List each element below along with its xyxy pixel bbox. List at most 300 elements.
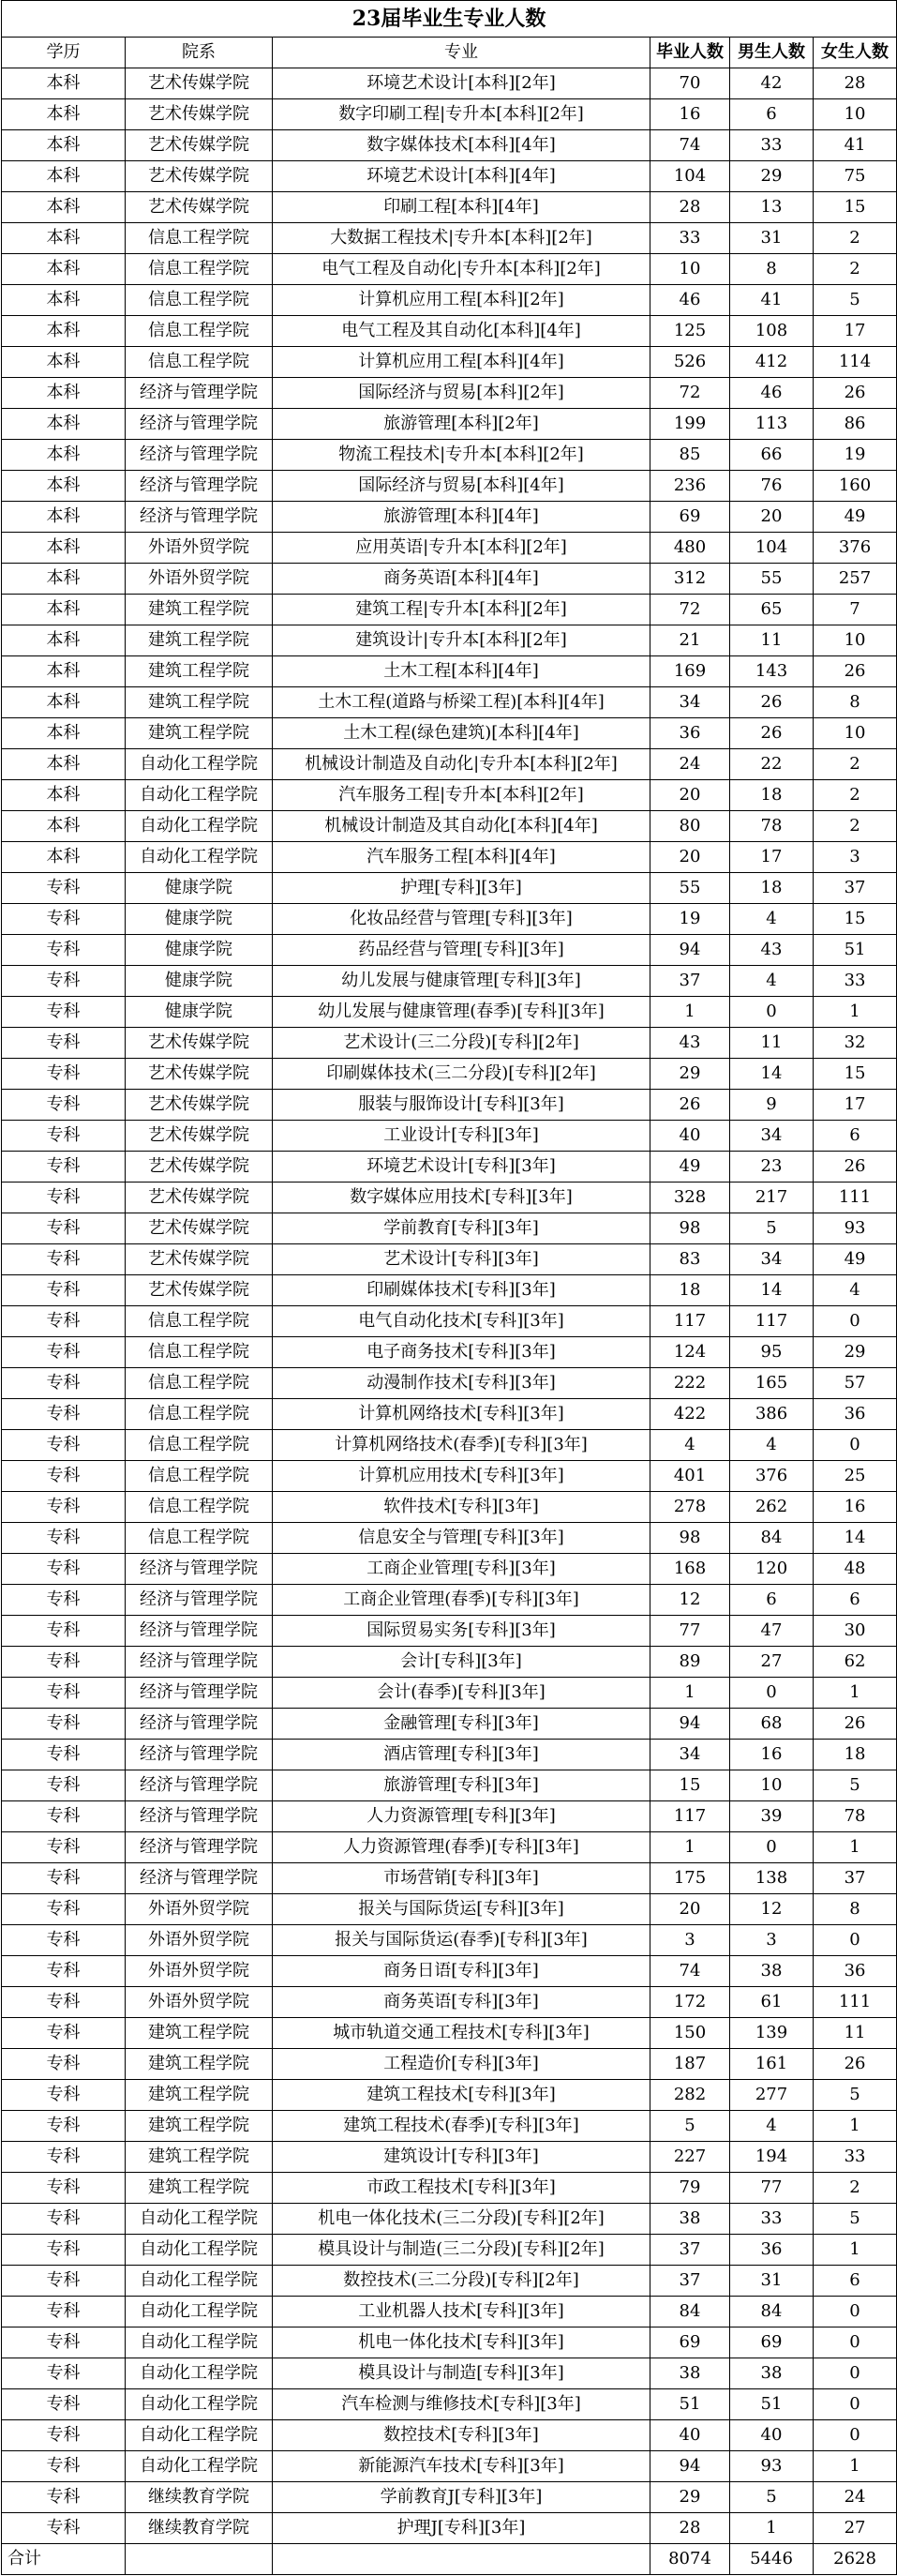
female-cell: 24 [814, 2482, 897, 2513]
male-cell: 47 [730, 1616, 814, 1647]
major-cell: 印刷工程[本科][4年] [273, 192, 650, 223]
department-cell: 自动化工程学院 [126, 2358, 273, 2389]
education-cell: 本科 [2, 440, 126, 471]
male-cell: 139 [730, 2018, 814, 2049]
graduates-cell: 401 [650, 1461, 730, 1492]
graduates-cell: 169 [650, 656, 730, 687]
header-department: 院系 [126, 38, 273, 68]
major-cell: 会计[专科][3年] [273, 1647, 650, 1678]
table-row [2, 656, 897, 687]
male-cell: 4 [730, 1430, 814, 1461]
female-cell: 1 [814, 2451, 897, 2482]
graduates-cell: 20 [650, 1894, 730, 1925]
major-cell: 电子商务技术[专科][3年] [273, 1337, 650, 1368]
education-cell: 专科 [2, 2358, 126, 2389]
table-row [2, 873, 897, 904]
department-cell: 自动化工程学院 [126, 749, 273, 780]
education-cell: 本科 [2, 316, 126, 347]
education-cell: 专科 [2, 2451, 126, 2482]
male-cell: 11 [730, 625, 814, 656]
graduates-cell: 12 [650, 1585, 730, 1616]
education-cell: 本科 [2, 502, 126, 533]
table-row [2, 1368, 897, 1399]
graduates-cell: 312 [650, 564, 730, 595]
education-cell: 专科 [2, 1059, 126, 1090]
education-cell: 专科 [2, 935, 126, 966]
male-cell: 23 [730, 1152, 814, 1183]
graduates-cell: 98 [650, 1213, 730, 1244]
male-cell: 143 [730, 656, 814, 687]
graduates-cell: 1 [650, 1678, 730, 1709]
department-cell: 信息工程学院 [126, 1523, 273, 1554]
female-cell: 48 [814, 1554, 897, 1585]
male-cell: 29 [730, 161, 814, 192]
male-cell: 108 [730, 316, 814, 347]
male-cell: 55 [730, 564, 814, 595]
table-row [2, 2451, 897, 2482]
male-cell: 117 [730, 1306, 814, 1337]
department-cell: 信息工程学院 [126, 1492, 273, 1523]
graduates-cell: 51 [650, 2389, 730, 2420]
graduates-cell: 282 [650, 2080, 730, 2111]
table-row [2, 1894, 897, 1925]
department-cell: 健康学院 [126, 997, 273, 1028]
male-cell: 120 [730, 1554, 814, 1585]
male-cell: 33 [730, 130, 814, 161]
table-row [2, 1121, 897, 1152]
major-cell: 酒店管理[专科][3年] [273, 1740, 650, 1770]
female-cell: 26 [814, 378, 897, 409]
table-row [2, 1554, 897, 1585]
major-cell: 数字媒体技术[本科][4年] [273, 130, 650, 161]
education-cell: 本科 [2, 533, 126, 564]
male-cell: 1 [730, 2513, 814, 2544]
graduates-cell: 526 [650, 347, 730, 378]
department-cell: 外语外贸学院 [126, 1925, 273, 1956]
male-cell: 31 [730, 2266, 814, 2297]
graduates-cell: 21 [650, 625, 730, 656]
major-cell: 印刷媒体技术(三二分段)[专科][2年] [273, 1059, 650, 1090]
department-cell: 经济与管理学院 [126, 1647, 273, 1678]
education-cell: 专科 [2, 1709, 126, 1740]
department-cell: 外语外贸学院 [126, 533, 273, 564]
education-cell: 专科 [2, 2204, 126, 2235]
female-cell: 7 [814, 595, 897, 625]
table-row [2, 2358, 897, 2389]
table-row [2, 471, 897, 502]
department-cell: 自动化工程学院 [126, 2327, 273, 2358]
graduates-cell: 98 [650, 1523, 730, 1554]
department-cell: 经济与管理学院 [126, 1678, 273, 1709]
male-cell: 69 [730, 2327, 814, 2358]
department-cell: 自动化工程学院 [126, 2266, 273, 2297]
table-row [2, 1987, 897, 2018]
male-cell: 161 [730, 2049, 814, 2080]
major-cell: 国际贸易实务[专科][3年] [273, 1616, 650, 1647]
table-row [2, 687, 897, 718]
education-cell: 专科 [2, 1678, 126, 1709]
major-cell: 计算机应用工程[本科][4年] [273, 347, 650, 378]
male-cell: 6 [730, 99, 814, 130]
major-cell: 动漫制作技术[专科][3年] [273, 1368, 650, 1399]
graduates-cell: 104 [650, 161, 730, 192]
education-cell: 专科 [2, 2049, 126, 2080]
department-cell: 建筑工程学院 [126, 656, 273, 687]
female-cell: 114 [814, 347, 897, 378]
major-cell: 护理[专科][3年] [273, 873, 650, 904]
major-cell: 计算机应用技术[专科][3年] [273, 1461, 650, 1492]
graduates-cell: 74 [650, 130, 730, 161]
department-cell: 经济与管理学院 [126, 1709, 273, 1740]
education-cell: 专科 [2, 2173, 126, 2204]
female-cell: 19 [814, 440, 897, 471]
major-cell: 汽车服务工程[本科][4年] [273, 842, 650, 873]
major-cell: 商务英语[专科][3年] [273, 1987, 650, 2018]
male-cell: 26 [730, 718, 814, 749]
major-cell: 电气自动化技术[专科][3年] [273, 1306, 650, 1337]
department-cell: 信息工程学院 [126, 316, 273, 347]
female-cell: 75 [814, 161, 897, 192]
table-row [2, 440, 897, 471]
major-cell: 建筑设计|专升本[本科][2年] [273, 625, 650, 656]
female-cell: 29 [814, 1337, 897, 1368]
table-row [2, 564, 897, 595]
education-cell: 专科 [2, 1492, 126, 1523]
major-cell: 工商企业管理(春季)[专科][3年] [273, 1585, 650, 1616]
major-cell: 建筑工程|专升本[本科][2年] [273, 595, 650, 625]
department-cell: 信息工程学院 [126, 285, 273, 316]
education-cell: 专科 [2, 1925, 126, 1956]
major-cell: 大数据工程技术|专升本[本科][2年] [273, 223, 650, 254]
department-cell: 建筑工程学院 [126, 2111, 273, 2142]
graduates-cell: 37 [650, 2235, 730, 2266]
education-cell: 专科 [2, 2235, 126, 2266]
table-row [2, 1801, 897, 1832]
education-cell: 本科 [2, 595, 126, 625]
graduates-cell: 16 [650, 99, 730, 130]
graduate-table [1, 0, 897, 2575]
graduates-cell: 34 [650, 1740, 730, 1770]
female-cell: 160 [814, 471, 897, 502]
female-cell: 0 [814, 2420, 897, 2451]
male-cell: 33 [730, 2204, 814, 2235]
female-cell: 28 [814, 68, 897, 99]
male-cell: 16 [730, 1740, 814, 1770]
male-cell: 11 [730, 1028, 814, 1059]
major-cell: 电气工程及自动化|专升本[本科][2年] [273, 254, 650, 285]
department-cell: 自动化工程学院 [126, 2420, 273, 2451]
education-cell: 本科 [2, 68, 126, 99]
education-cell: 专科 [2, 904, 126, 935]
male-cell: 84 [730, 2297, 814, 2327]
education-cell: 专科 [2, 2018, 126, 2049]
education-cell: 专科 [2, 1090, 126, 1121]
table-row [2, 2482, 897, 2513]
female-cell: 2 [814, 811, 897, 842]
department-cell: 建筑工程学院 [126, 2080, 273, 2111]
female-cell: 11 [814, 2018, 897, 2049]
education-cell: 专科 [2, 2080, 126, 2111]
graduates-cell: 19 [650, 904, 730, 935]
table-row [2, 811, 897, 842]
graduates-cell: 10 [650, 254, 730, 285]
graduates-cell: 29 [650, 2482, 730, 2513]
education-cell: 专科 [2, 1863, 126, 1894]
table-row [2, 1678, 897, 1709]
graduates-cell: 168 [650, 1554, 730, 1585]
department-cell: 继续教育学院 [126, 2513, 273, 2544]
graduates-cell: 84 [650, 2297, 730, 2327]
table-row [2, 718, 897, 749]
table-row [2, 1523, 897, 1554]
department-cell: 经济与管理学院 [126, 471, 273, 502]
male-cell: 68 [730, 1709, 814, 1740]
female-cell: 15 [814, 904, 897, 935]
department-cell: 自动化工程学院 [126, 2204, 273, 2235]
education-cell: 专科 [2, 1213, 126, 1244]
major-cell: 汽车检测与维修技术[专科][3年] [273, 2389, 650, 2420]
male-cell: 12 [730, 1894, 814, 1925]
education-cell: 专科 [2, 1183, 126, 1213]
major-cell: 旅游管理[专科][3年] [273, 1770, 650, 1801]
graduates-cell: 72 [650, 595, 730, 625]
graduates-cell: 175 [650, 1863, 730, 1894]
department-cell: 艺术传媒学院 [126, 1059, 273, 1090]
table-row [2, 2420, 897, 2451]
female-cell: 86 [814, 409, 897, 440]
department-cell: 艺术传媒学院 [126, 68, 273, 99]
education-cell: 专科 [2, 1647, 126, 1678]
graduates-cell: 40 [650, 1121, 730, 1152]
male-cell: 376 [730, 1461, 814, 1492]
major-cell: 软件技术[专科][3年] [273, 1492, 650, 1523]
male-cell: 3 [730, 1925, 814, 1956]
graduates-cell: 55 [650, 873, 730, 904]
female-cell: 0 [814, 2327, 897, 2358]
graduates-cell: 77 [650, 1616, 730, 1647]
female-cell: 3 [814, 842, 897, 873]
table-row [2, 780, 897, 811]
major-cell: 国际经济与贸易[本科][4年] [273, 471, 650, 502]
education-cell: 本科 [2, 780, 126, 811]
education-cell: 专科 [2, 1306, 126, 1337]
table-row [2, 1059, 897, 1090]
graduates-cell: 38 [650, 2358, 730, 2389]
major-cell: 市场营销[专科][3年] [273, 1863, 650, 1894]
education-cell: 本科 [2, 625, 126, 656]
education-cell: 专科 [2, 1121, 126, 1152]
department-cell: 艺术传媒学院 [126, 1183, 273, 1213]
department-cell: 艺术传媒学院 [126, 1090, 273, 1121]
male-cell: 5 [730, 2482, 814, 2513]
major-cell: 城市轨道交通工程技术[专科][3年] [273, 2018, 650, 2049]
department-cell: 健康学院 [126, 966, 273, 997]
major-cell: 汽车服务工程|专升本[本科][2年] [273, 780, 650, 811]
female-cell: 41 [814, 130, 897, 161]
header-female: 女生人数 [814, 38, 897, 68]
male-cell: 0 [730, 1832, 814, 1863]
department-cell: 自动化工程学院 [126, 780, 273, 811]
education-cell: 专科 [2, 1987, 126, 2018]
major-cell: 建筑设计[专科][3年] [273, 2142, 650, 2173]
female-cell: 18 [814, 1740, 897, 1770]
graduates-cell: 33 [650, 223, 730, 254]
education-cell: 本科 [2, 842, 126, 873]
major-cell: 学前教育[专科][3年] [273, 1213, 650, 1244]
female-cell: 1 [814, 1832, 897, 1863]
department-cell: 经济与管理学院 [126, 502, 273, 533]
major-cell: 报关与国际货运(春季)[专科][3年] [273, 1925, 650, 1956]
female-cell: 4 [814, 1275, 897, 1306]
table-row [2, 1337, 897, 1368]
table-row [2, 2080, 897, 2111]
department-cell: 建筑工程学院 [126, 687, 273, 718]
major-cell: 商务英语[本科][4年] [273, 564, 650, 595]
table-row [2, 1709, 897, 1740]
graduates-cell: 43 [650, 1028, 730, 1059]
table-title: 23届毕业生专业人数 [2, 1, 897, 38]
table-row [2, 2173, 897, 2204]
male-cell: 66 [730, 440, 814, 471]
graduates-cell: 28 [650, 2513, 730, 2544]
table-row [2, 997, 897, 1028]
female-cell: 111 [814, 1987, 897, 2018]
department-cell: 艺术传媒学院 [126, 192, 273, 223]
major-cell: 新能源汽车技术[专科][3年] [273, 2451, 650, 2482]
female-cell: 37 [814, 873, 897, 904]
graduates-cell: 124 [650, 1337, 730, 1368]
table-row [2, 68, 897, 99]
table-row [2, 1740, 897, 1770]
department-cell: 自动化工程学院 [126, 842, 273, 873]
major-cell: 工业设计[专科][3年] [273, 1121, 650, 1152]
table-row [2, 254, 897, 285]
male-cell: 13 [730, 192, 814, 223]
table-row [2, 533, 897, 564]
female-cell: 57 [814, 1368, 897, 1399]
department-cell: 自动化工程学院 [126, 2297, 273, 2327]
male-cell: 61 [730, 1987, 814, 2018]
education-cell: 专科 [2, 1956, 126, 1987]
table-row [2, 1770, 897, 1801]
header-male: 男生人数 [730, 38, 814, 68]
department-cell: 艺术传媒学院 [126, 1213, 273, 1244]
major-cell: 市政工程技术[专科][3年] [273, 2173, 650, 2204]
female-cell: 0 [814, 1925, 897, 1956]
female-cell: 93 [814, 1213, 897, 1244]
female-cell: 6 [814, 1585, 897, 1616]
education-cell: 专科 [2, 2142, 126, 2173]
major-cell: 环境艺术设计[专科][3年] [273, 1152, 650, 1183]
department-cell: 健康学院 [126, 873, 273, 904]
male-cell: 43 [730, 935, 814, 966]
table-row [2, 1090, 897, 1121]
table-row [2, 1863, 897, 1894]
department-cell: 建筑工程学院 [126, 595, 273, 625]
graduates-cell: 480 [650, 533, 730, 564]
major-cell: 模具设计与制造(三二分段)[专科][2年] [273, 2235, 650, 2266]
graduates-cell: 38 [650, 2204, 730, 2235]
department-cell: 信息工程学院 [126, 1399, 273, 1430]
major-cell: 环境艺术设计[本科][2年] [273, 68, 650, 99]
male-cell: 4 [730, 2111, 814, 2142]
department-cell: 信息工程学院 [126, 1461, 273, 1492]
major-cell: 金融管理[专科][3年] [273, 1709, 650, 1740]
major-cell: 数字印刷工程|专升本[本科][2年] [273, 99, 650, 130]
female-cell: 6 [814, 1121, 897, 1152]
major-cell: 商务日语[专科][3年] [273, 1956, 650, 1987]
department-cell: 健康学院 [126, 904, 273, 935]
graduates-cell: 74 [650, 1956, 730, 1987]
education-cell: 专科 [2, 1894, 126, 1925]
department-cell: 自动化工程学院 [126, 2451, 273, 2482]
education-cell: 本科 [2, 471, 126, 502]
graduates-cell: 199 [650, 409, 730, 440]
female-cell: 2 [814, 780, 897, 811]
table-row [2, 1616, 897, 1647]
male-cell: 22 [730, 749, 814, 780]
female-cell: 10 [814, 625, 897, 656]
table-row [2, 1152, 897, 1183]
major-cell: 计算机网络技术[专科][3年] [273, 1399, 650, 1430]
department-cell: 建筑工程学院 [126, 2173, 273, 2204]
department-cell: 信息工程学院 [126, 1306, 273, 1337]
graduates-cell: 20 [650, 842, 730, 873]
female-cell: 78 [814, 1801, 897, 1832]
department-cell: 外语外贸学院 [126, 1987, 273, 2018]
graduates-cell: 236 [650, 471, 730, 502]
department-cell: 经济与管理学院 [126, 1740, 273, 1770]
female-cell: 111 [814, 1183, 897, 1213]
table-row [2, 2513, 897, 2544]
graduates-cell: 34 [650, 687, 730, 718]
female-cell: 32 [814, 1028, 897, 1059]
male-cell: 46 [730, 378, 814, 409]
major-cell: 会计(春季)[专科][3年] [273, 1678, 650, 1709]
graduates-cell: 94 [650, 1709, 730, 1740]
female-cell: 10 [814, 99, 897, 130]
education-cell: 专科 [2, 1368, 126, 1399]
major-cell: 国际经济与贸易[本科][2年] [273, 378, 650, 409]
graduates-cell: 94 [650, 2451, 730, 2482]
male-cell: 34 [730, 1121, 814, 1152]
header-row [2, 38, 897, 68]
female-cell: 5 [814, 1770, 897, 1801]
female-cell: 26 [814, 1709, 897, 1740]
male-cell: 8 [730, 254, 814, 285]
department-cell: 艺术传媒学院 [126, 1275, 273, 1306]
table-row [2, 625, 897, 656]
department-cell: 经济与管理学院 [126, 1832, 273, 1863]
table-row [2, 502, 897, 533]
female-cell: 16 [814, 1492, 897, 1523]
female-cell: 8 [814, 687, 897, 718]
department-cell: 自动化工程学院 [126, 2389, 273, 2420]
female-cell: 6 [814, 2266, 897, 2297]
female-cell: 33 [814, 2142, 897, 2173]
graduates-cell: 422 [650, 1399, 730, 1430]
education-cell: 专科 [2, 1244, 126, 1275]
education-cell: 专科 [2, 1275, 126, 1306]
female-cell: 26 [814, 656, 897, 687]
department-cell: 经济与管理学院 [126, 378, 273, 409]
education-cell: 专科 [2, 2482, 126, 2513]
department-cell: 经济与管理学院 [126, 1585, 273, 1616]
education-cell: 专科 [2, 1616, 126, 1647]
table-row [2, 2111, 897, 2142]
female-cell: 17 [814, 1090, 897, 1121]
graduates-cell: 117 [650, 1306, 730, 1337]
